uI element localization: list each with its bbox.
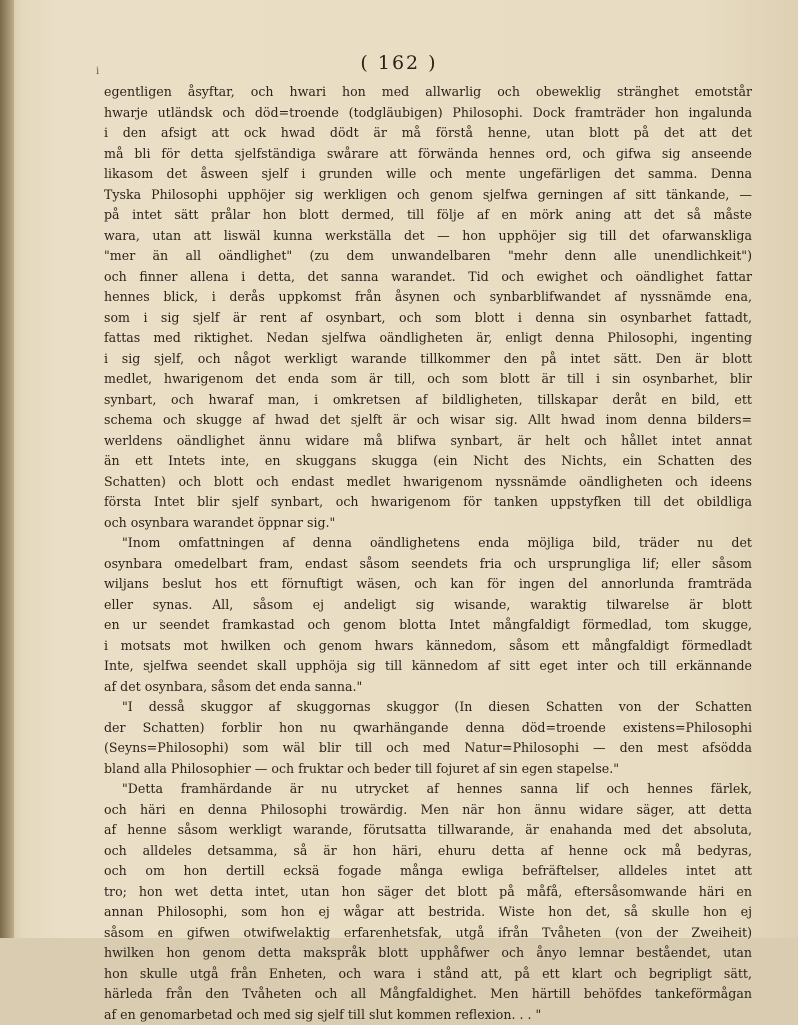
text-line: wiljans beslut hos ett förnuftigt wäsen, och kan för ingen del annorlunda framträda xyxy=(104,574,752,595)
text-line: annan Philosophi, som hon ej wågar att bestrida. Wiste hon det, så skulle hon ej xyxy=(104,902,752,923)
text-line: (Seyns=Philosophi) som wäl blir till och med Natur=Philosophi — den mest afsödda xyxy=(104,738,752,759)
text-line: såsom en gifwen otwifwelaktig erfarenhetsfak, utgå ifrån Tvåheten (von der Zweiheit) xyxy=(104,923,752,944)
paragraph xyxy=(104,533,752,697)
text-line: likasom det åsween sjelf i grunden wille och mente ungefärligen det samma. Denna xyxy=(104,164,752,185)
text-line: osynbara omedelbart fram, endast såsom seendets fria och ursprungliga lif; eller såsom xyxy=(104,554,752,575)
text-line: i sig sjelf, och något werkligt warande tillkommer den på intet sätt. Den är blott xyxy=(104,349,752,370)
text-line: och finner allena i detta, det sanna warandet. Tid och ewighet och oändlighet fattar xyxy=(104,267,752,288)
binding-gutter xyxy=(0,0,14,938)
text-line: Inte, sjelfwa seendet skall upphöja sig till kännedom af sitt eget inter och till erkännande xyxy=(104,656,752,677)
text-line: af det osynbara, såsom det enda sanna." xyxy=(104,677,752,698)
text-line: som i sig sjelf är rent af osynbart, och som blott i denna sin osynbarhet fattadt, xyxy=(104,308,752,329)
text-line: en ur seendet framkastad och genom blotta Intet mångfaldigt förmedlad, tom skugge, xyxy=(104,615,752,636)
text-line: på intet sätt prålar hon blott dermed, till följe af en mörk aning att det så måste xyxy=(104,205,752,226)
text-line: schema och skugge af hwad det sjelft är och wisar sig. Allt hwad inom denna bilders= xyxy=(104,410,752,431)
text-line: der Schatten) forblir hon nu qwarhängande denna död=troende existens=Philosophi xyxy=(104,718,752,739)
corner-mark: i xyxy=(96,66,99,77)
text-line: medlet, hwarigenom det enda som är till, och som blott är till i sin osynbarhet, blir xyxy=(104,369,752,390)
text-line: hennes blick, i derås uppkomst från åsynen och synbarblifwandet af nyssnämde ena, xyxy=(104,287,752,308)
paragraph xyxy=(104,82,752,533)
text-line: synbart, och hwaraf man, i omkretsen af bildligheten, tillskapar deråt en bild, ett xyxy=(104,390,752,411)
text-line: första Intet blir sjelf synbart, och hwarigenom för tanken uppstyfken till det obildliga xyxy=(104,492,752,513)
text-line: härleda från den Tvåheten och all Mångfaldighet. Men härtill behöfdes tankeförmågan xyxy=(104,984,752,1005)
text-line: fattas med riktighet. Nedan sjelfwa oändligheten är, enligt denna Philosophi, ingenting xyxy=(104,328,752,349)
text-line: hwarje utländsk och död=troende (todgläubigen) Philosophi. Dock framträder hon ingalunda xyxy=(104,103,752,124)
text-line: må bli för detta sjelfständiga swårare att förwända hennes ord, och gifwa sig anseende xyxy=(104,144,752,165)
text-line: tro; hon wet detta intet, utan hon säger det blott på måfå, eftersåsomwande häri en xyxy=(104,882,752,903)
text-line: egentligen åsyftar, och hwari hon med allwarlig och obeweklig stränghet emotstår xyxy=(104,82,752,103)
body-text xyxy=(104,82,752,1025)
text-line: i motsats mot hwilken och genom hwars kännedom, såsom ett mångfaldigt förmedladt xyxy=(104,636,752,657)
text-line: och alldeles detsamma, så är hon häri, ehuru detta af henne ock må bedyras, xyxy=(104,841,752,862)
paragraph xyxy=(104,779,752,1025)
text-line: hon skulle utgå från Enheten, och wara i stånd att, på ett klart och begripligt sätt, xyxy=(104,964,752,985)
text-line: och om hon dertill ecksä fogade många ewliga befräftelser, alldeles intet att xyxy=(104,861,752,882)
text-line: "Inom omfattningen af denna oändlighetens enda möjliga bild, träder nu det xyxy=(104,533,752,554)
text-line: wara, utan att liswäl kunna werkställa det — hon upphöjer sig till det ofarwanskliga xyxy=(104,226,752,247)
text-line: werldens oändlighet ännu widare må blifwa synbart, är helt och hållet intet annat xyxy=(104,431,752,452)
text-line: Schatten) och blott och endast medlet hwarigenom nyssnämde oändligheten och ideens xyxy=(104,472,752,493)
text-line: bland alla Philosophier — och fruktar och beder till fojuret af sin egen stapelse." xyxy=(104,759,752,780)
text-line: i den afsigt att ock hwad dödt är må förstå henne, utan blott på det att det xyxy=(104,123,752,144)
text-line: "Detta framhärdande är nu utrycket af hennes sanna lif och hennes färlek, xyxy=(104,779,752,800)
text-line: "mer än all oändlighet" (zu dem unwandelbaren "mehr denn alle unendlichkeit") xyxy=(104,246,752,267)
text-line: och häri en denna Philosophi trowärdig. Men när hon ännu widare säger, att detta xyxy=(104,800,752,821)
text-line: af en genomarbetad och med sig sjelf till slut kommen reflexion. . . " xyxy=(104,1005,752,1025)
text-line: af henne såsom werkligt warande, förutsatta tillwarande, är enahanda med det absoluta, xyxy=(104,820,752,841)
text-line: "I desså skuggor af skuggornas skuggor (In diesen Schatten von der Schatten xyxy=(104,697,752,718)
text-line: än ett Intets inte, en skuggans skugga (ein Nicht des Nichts, ein Schatten des xyxy=(104,451,752,472)
text-line: Tyska Philosophi upphöjer sig werkligen och genom sjelfwa gerningen af sitt tänkande, — xyxy=(104,185,752,206)
text-line: eller synas. All, såsom ej andeligt sig wisande, waraktig tilwarelse är blott xyxy=(104,595,752,616)
paragraph xyxy=(104,697,752,779)
text-line: hwilken hon genom detta makspråk blott upphåfwer och ånyo lemnar beståendet, utan xyxy=(104,943,752,964)
text-line: och osynbara warandet öppnar sig." xyxy=(104,513,752,534)
page-number: ( 162 ) xyxy=(0,52,798,74)
